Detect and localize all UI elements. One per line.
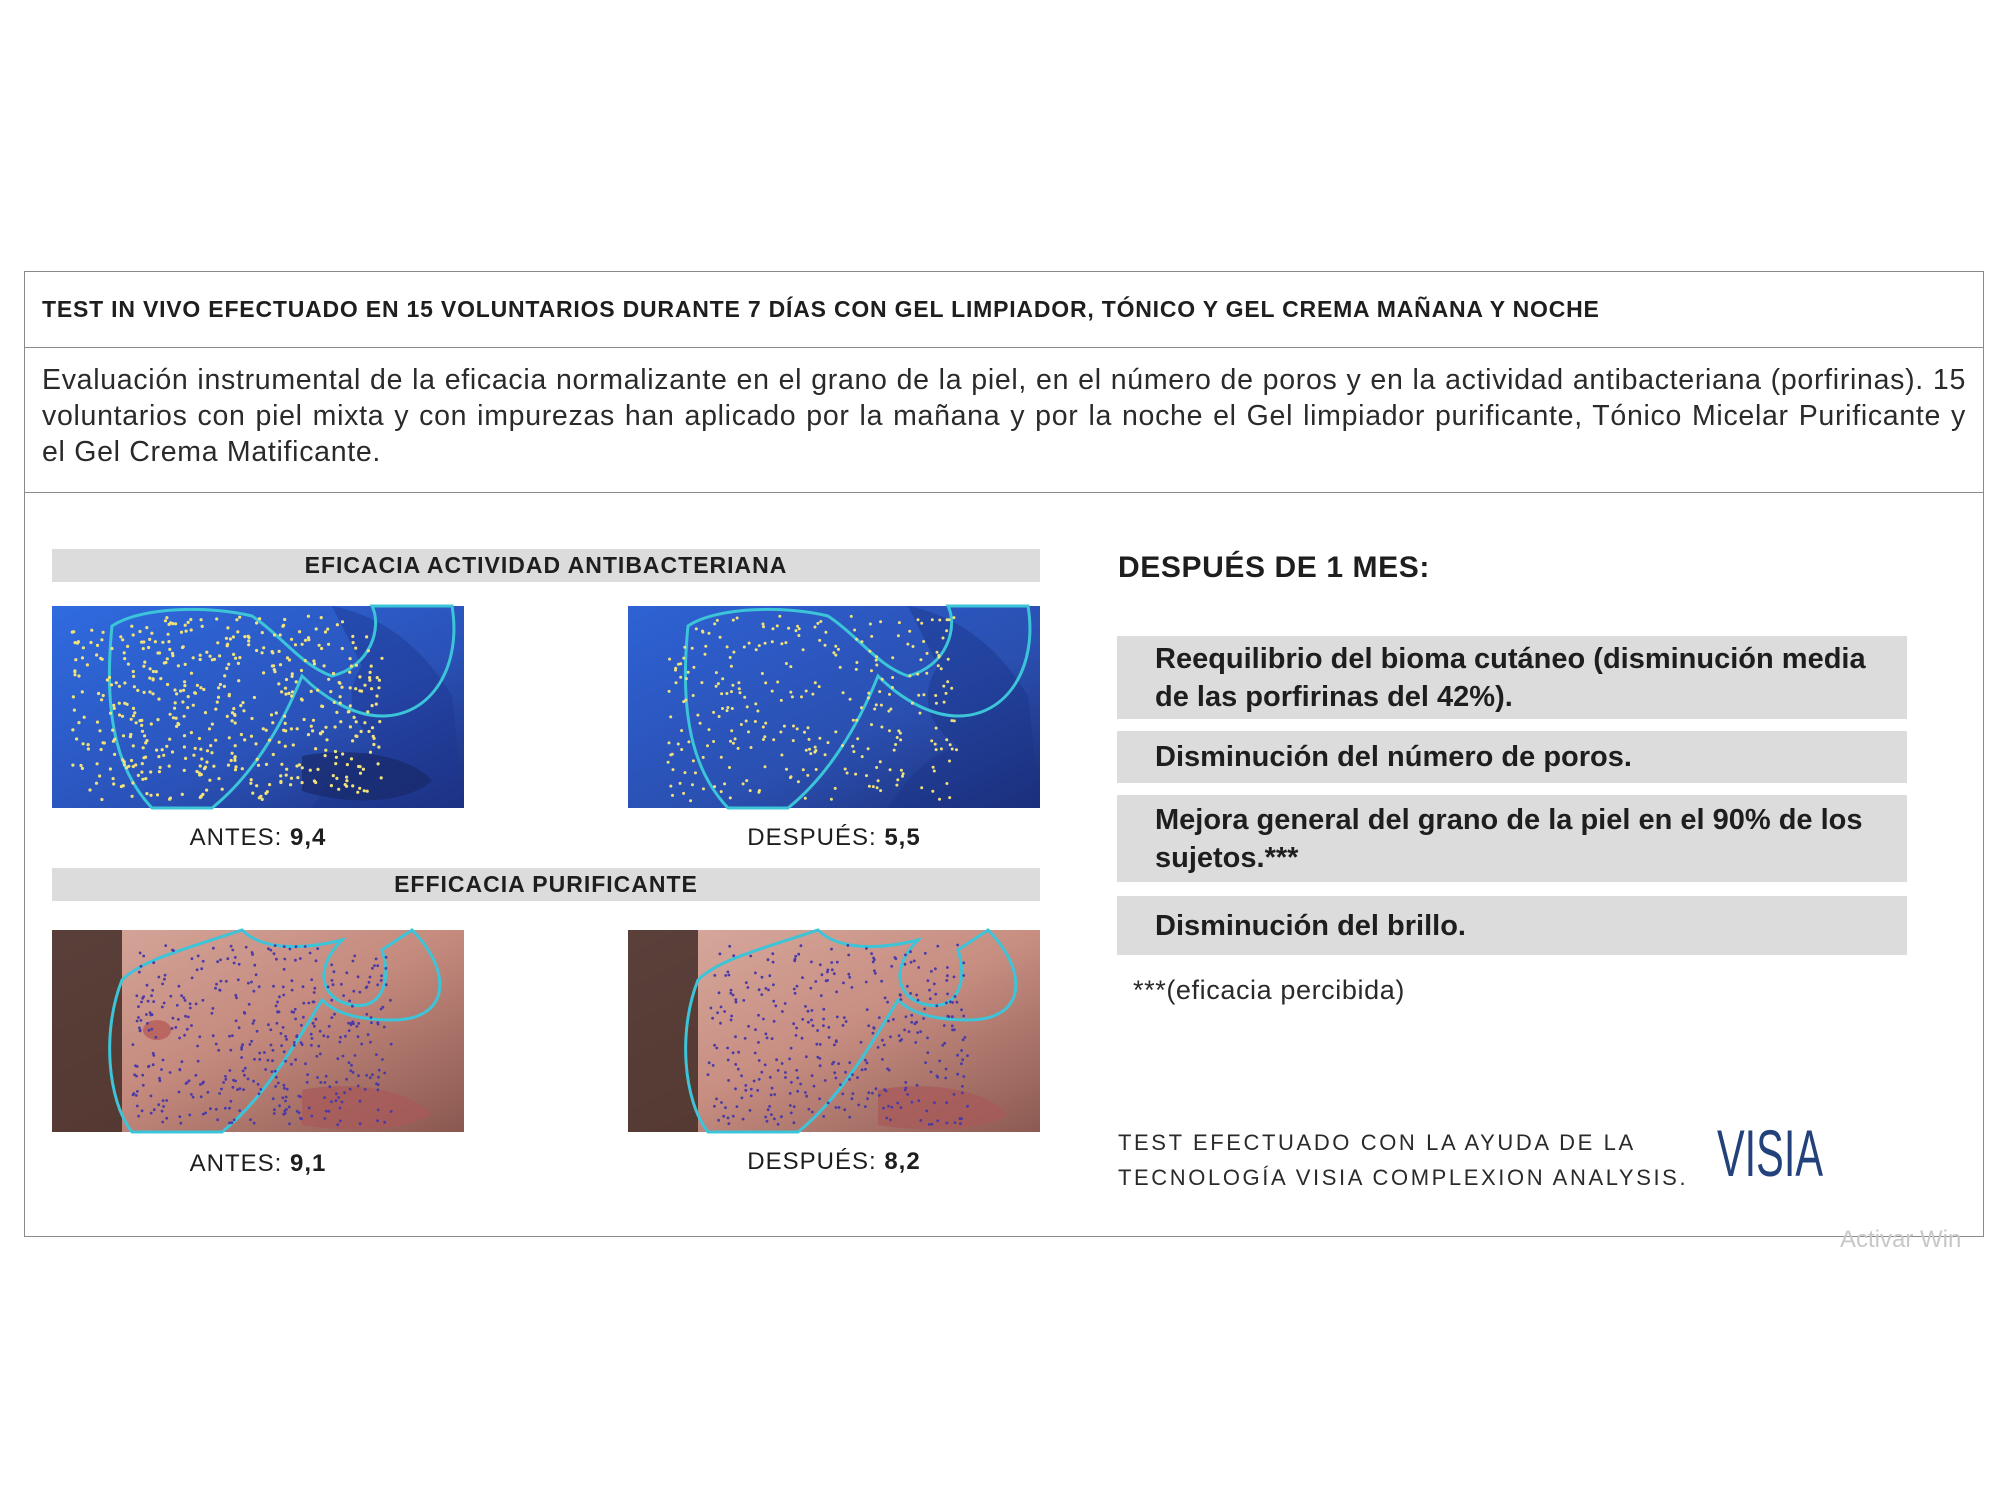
photo-purifying-before bbox=[52, 930, 464, 1132]
windows-activation-watermark: Activar Win bbox=[1840, 1226, 1962, 1253]
before-score: 9,4 bbox=[289, 824, 327, 851]
uv-face-after-image bbox=[628, 606, 1040, 808]
study-title: TEST IN VIVO EFECTUADO EN 15 VOLUNTARIOS DURANTE 7 DÍAS CON GEL LIMPIADOR, TÓNICO Y GEL CREMA MAÑANA Y NOCHE bbox=[42, 296, 1600, 322]
photo-purifying-after bbox=[628, 930, 1040, 1132]
footnote: ***(eficacia percibida) bbox=[1133, 975, 1405, 1005]
before-label: ANTES: bbox=[189, 824, 290, 851]
study-description: Evaluación instrumental de la eficacia normalizante en el grano de la piel, en el número de poros y en la actividad antibacteriana (porfirinas). 15 voluntarios con piel mixta y con impurezas han aplicado por la mañana y por la noche el Gel limpiador purificante, Tónico Micelar Purificante y el Gel Crema Matificante. bbox=[42, 364, 1966, 468]
credit-line-1: TEST EFECTUADO CON LA AYUDA DE LA bbox=[1118, 1130, 1636, 1155]
before-label: ANTES: bbox=[189, 1150, 290, 1177]
caption-purifying-before bbox=[52, 1150, 464, 1178]
benefit-item-1: Reequilibrio del bioma cutáneo (disminución media de las porfirinas del 42%). bbox=[1117, 636, 1907, 719]
caption-purifying-after bbox=[628, 1148, 1040, 1176]
header-row bbox=[25, 272, 1983, 348]
before-score: 9,1 bbox=[289, 1150, 327, 1177]
results-title: DESPUÉS DE 1 MES: bbox=[1118, 551, 1430, 584]
after-score: 5,5 bbox=[884, 824, 921, 851]
credit-line-2: TECNOLOGÍA VISIA COMPLEXION ANALYSIS. bbox=[1118, 1165, 1689, 1190]
uv-face-before-image bbox=[52, 606, 464, 808]
after-label: DESPUÉS: bbox=[747, 1148, 885, 1175]
visia-logo bbox=[1717, 1116, 1827, 1191]
study-frame bbox=[24, 271, 1984, 1237]
photo-antibacterial-after bbox=[628, 606, 1040, 808]
section-title-antibacterial: EFICACIA ACTIVIDAD ANTIBACTERIANA bbox=[52, 549, 1040, 582]
technology-credit bbox=[1118, 1125, 1688, 1195]
section-title-purifying: EFFICACIA PURIFICANTE bbox=[52, 868, 1040, 901]
benefit-item-4: Disminución del brillo. bbox=[1117, 896, 1907, 955]
face-pores-after-image bbox=[628, 930, 1040, 1132]
after-score: 8,2 bbox=[884, 1148, 921, 1175]
face-pores-before-image bbox=[52, 930, 464, 1132]
caption-antibacterial-before bbox=[52, 824, 464, 852]
visia-logo-text: VISIA bbox=[1717, 1116, 1823, 1190]
intro-row bbox=[25, 348, 1983, 493]
photo-antibacterial-before bbox=[52, 606, 464, 808]
after-label: DESPUÉS: bbox=[747, 824, 885, 851]
caption-antibacterial-after bbox=[628, 824, 1040, 852]
benefit-item-3: Mejora general del grano de la piel en el 90% de los sujetos.*** bbox=[1117, 795, 1907, 882]
benefit-item-2: Disminución del número de poros. bbox=[1117, 731, 1907, 783]
